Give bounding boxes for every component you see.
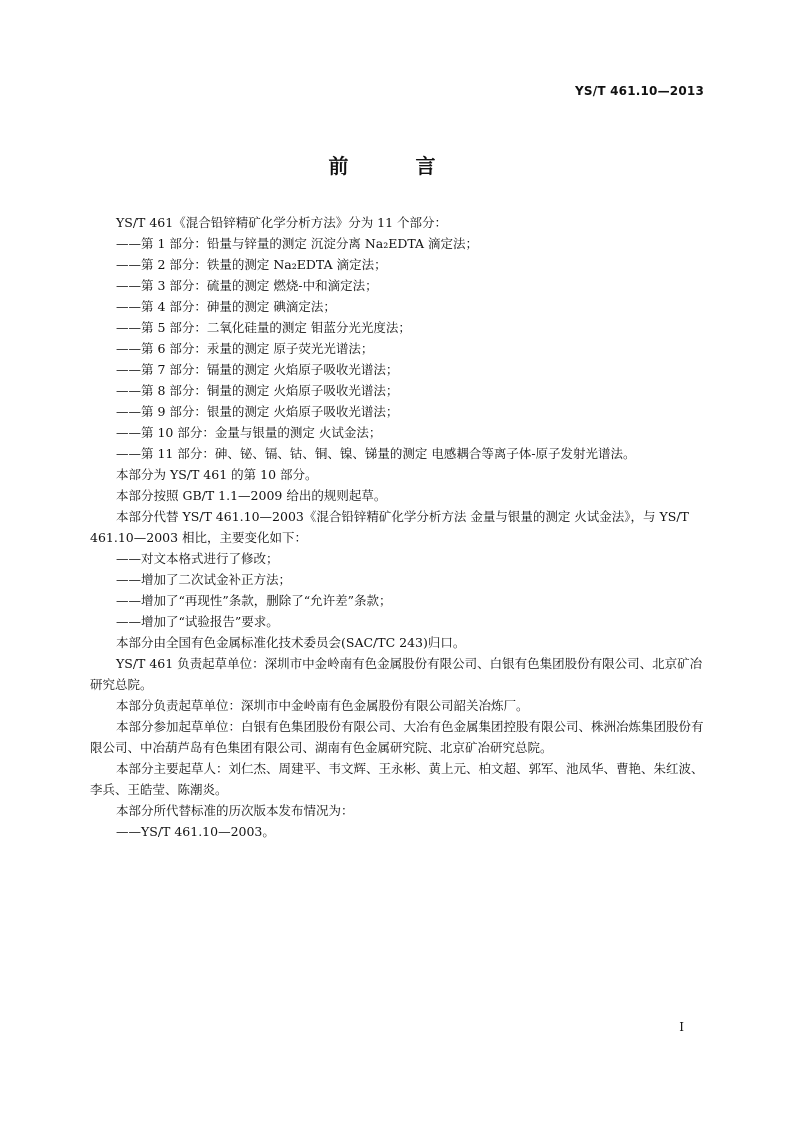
list-item: ——YS/T 461.10—2003。: [116, 824, 275, 839]
paragraph: 本部分参加起草单位：白银有色集团股份有限公司、大冶有色金属集团控股有限公司、株洲冶炼集团股份有限公司、中冶葫芦岛有色集团有限公司、湖南有色金属研究院、北京矿冶研究总院。: [90, 719, 704, 755]
paragraph: 本部分负责起草单位：深圳市中金岭南有色金属股份有限公司韶关冶炼厂。: [116, 698, 529, 713]
standard-number: YS/T 461.10—2013: [575, 84, 704, 98]
list-item: ——第 9 部分：银量的测定 火焰原子吸收光谱法；: [116, 404, 399, 419]
list-item: ——第 10 部分：金量与银量的测定 火试金法；: [116, 425, 382, 440]
list-item: ——第 5 部分：二氧化硅量的测定 钼蓝分光光度法；: [116, 320, 411, 335]
list-item: ——第 7 部分：镉量的测定 火焰原子吸收光谱法；: [116, 362, 399, 377]
paragraph: 本部分由全国有色金属标准化技术委员会(SAC/TC 243)归口。: [116, 635, 466, 650]
list-item: ——第 11 部分：砷、铋、镉、钴、铜、镍、锑量的测定 电感耦合等离子体-原子发射光谱法。: [116, 446, 636, 461]
list-item: ——增加了“试验报告”要求。: [116, 614, 279, 629]
list-item: ——第 2 部分：铁量的测定 Na₂EDTA 滴定法；: [116, 257, 387, 272]
paragraph: 本部分按照 GB/T 1.1—2009 给出的规则起草。: [116, 488, 387, 503]
list-item: ——增加了二次试金补正方法；: [116, 572, 292, 587]
paragraph: 本部分主要起草人：刘仁杰、周建平、韦文辉、王永彬、黄上元、柏文超、郭军、池凤华、曹艳、朱红波、李兵、王皓莹、陈潮炎。: [90, 761, 704, 797]
page-number: I: [679, 1020, 684, 1034]
paragraph: 本部分所代替标准的历次版本发布情况为：: [116, 803, 354, 818]
list-item: ——对文本格式进行了修改；: [116, 551, 279, 566]
paragraph: 本部分代替 YS/T 461.10—2003《混合铅锌精矿化学分析方法 金量与银量的测定 火试金法》，与 YS/T 461.10—2003 相比，主要变化如下：: [90, 509, 689, 545]
list-item: ——增加了“再现性”条款，删除了“允许差”条款；: [116, 593, 392, 608]
list-item: ——第 3 部分：硫量的测定 燃烧-中和滴定法；: [116, 278, 378, 293]
paragraph: YS/T 461《混合铅锌精矿化学分析方法》分为 11 个部分：: [116, 215, 448, 230]
paragraph: YS/T 461 负责起草单位：深圳市中金岭南有色金属股份有限公司、白银有色集团股份有限公司、北京矿冶研究总院。: [90, 656, 703, 692]
list-item: ——第 6 部分：汞量的测定 原子荧光光谱法；: [116, 341, 374, 356]
paragraph: 本部分为 YS/T 461 的第 10 部分。: [116, 467, 318, 482]
list-item: ——第 4 部分：砷量的测定 碘滴定法；: [116, 299, 336, 314]
page-title: 前 言: [328, 154, 466, 178]
document-body: [90, 212, 704, 842]
list-item: ——第 8 部分：铜量的测定 火焰原子吸收光谱法；: [116, 383, 399, 398]
list-item: ——第 1 部分：铅量与锌量的测定 沉淀分离 Na₂EDTA 滴定法；: [116, 236, 479, 251]
